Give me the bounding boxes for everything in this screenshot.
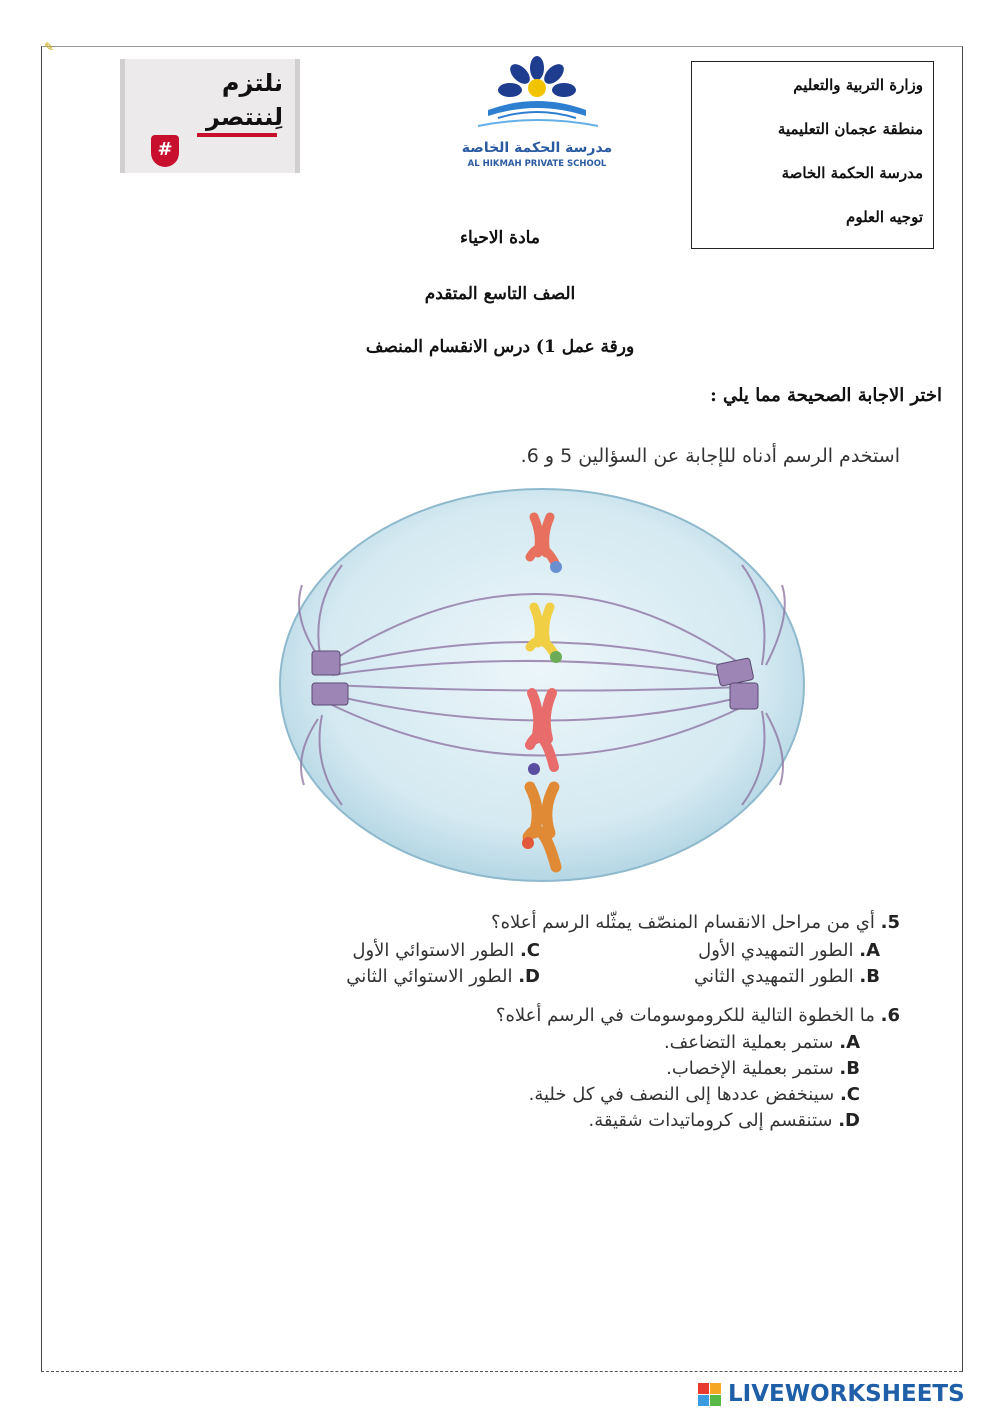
- option-letter: C.: [839, 1084, 860, 1105]
- worksheet-title: ورقة عمل 1) درس الانقسام المنصف: [365, 337, 635, 357]
- page-cut-line: [41, 1371, 962, 1372]
- corner-pin-icon: ✎: [44, 40, 55, 54]
- option-letter: D.: [838, 1110, 860, 1131]
- option-text: ستمر بعملية التضاعف.: [663, 1032, 834, 1053]
- brand-tile-icon: [698, 1395, 709, 1406]
- option-letter: A.: [859, 940, 880, 961]
- school-emblem-icon: [448, 52, 626, 142]
- question-5-number: 5.: [880, 912, 900, 933]
- ministry-name: وزارة التربية والتعليم: [793, 76, 923, 94]
- question-6-option-d[interactable]: [588, 1110, 860, 1131]
- brand-tile-icon: [710, 1395, 721, 1406]
- option-letter: D.: [518, 966, 540, 987]
- question-6: [496, 1005, 900, 1026]
- option-letter: C.: [519, 940, 540, 961]
- question-6-option-c[interactable]: [529, 1084, 860, 1105]
- commit-badge-line2: لِننتصر: [206, 103, 283, 131]
- brand-name: LIVEWORKSHEETS: [728, 1381, 965, 1407]
- school-logo: [448, 52, 626, 178]
- ministry-header-box: [691, 61, 934, 249]
- brand-tile-icon: [710, 1383, 721, 1394]
- option-text: ستنقسم إلى كروماتيدات شقيقة.: [588, 1110, 833, 1131]
- question-6-text: ما الخطوة التالية للكروموسومات في الرسم أعلاه؟: [495, 1005, 875, 1026]
- option-text: الطور الاستوائي الأول: [352, 940, 515, 961]
- subject-title: مادة الاحياء: [460, 228, 540, 248]
- brand-tile-icon: [698, 1383, 709, 1394]
- option-letter: B.: [859, 966, 880, 987]
- option-text: ستمر بعملية الإخصاب.: [666, 1058, 834, 1079]
- option-text: الطور الاستوائي الثاني: [346, 966, 513, 987]
- question-5-text: أي من مراحل الانقسام المنصّف يمثّله الرسم أعلاه؟: [491, 912, 875, 933]
- meiosis-cell-diagram: [272, 475, 812, 895]
- question-5-option-b[interactable]: [694, 966, 880, 987]
- option-text: الطور التمهيدي الأول: [698, 940, 854, 961]
- school-name: مدرسة الحكمة الخاصة: [781, 164, 923, 182]
- hashtag-shield-icon: #: [151, 135, 179, 167]
- liveworksheets-brand[interactable]: [698, 1381, 998, 1409]
- school-logo-english: AL HIKMAH PRIVATE SCHOOL: [467, 159, 607, 169]
- question-6-option-b[interactable]: [666, 1058, 860, 1079]
- instruction: اختر الاجابة الصحيحة مما يلي :: [710, 385, 942, 406]
- figure-caption: استخدم الرسم أدناه للإجابة عن السؤالين 5 و 6.: [520, 445, 900, 467]
- department-name: توجيه العلوم: [846, 208, 923, 226]
- option-letter: B.: [839, 1058, 860, 1079]
- commit-badge-line1: نلتزم: [221, 69, 283, 97]
- commit-underline: [197, 133, 277, 137]
- question-6-option-a[interactable]: [664, 1032, 860, 1053]
- zone-name: منطقة عجمان التعليمية: [777, 120, 923, 138]
- question-5-option-d[interactable]: [346, 966, 540, 987]
- commit-badge: [120, 59, 300, 173]
- question-6-number: 6.: [880, 1005, 900, 1026]
- question-5-option-a[interactable]: [698, 940, 880, 961]
- option-text: سينخفض عددها إلى النصف في كل خلية.: [528, 1084, 835, 1105]
- option-letter: A.: [839, 1032, 860, 1053]
- school-logo-arabic: مدرسة الحكمة الخاصة: [461, 140, 613, 156]
- question-5: [491, 912, 900, 933]
- grade-title: الصف التاسع المتقدم: [424, 284, 576, 304]
- option-text: الطور التمهيدي الثاني: [693, 966, 854, 987]
- question-5-option-c[interactable]: [352, 940, 540, 961]
